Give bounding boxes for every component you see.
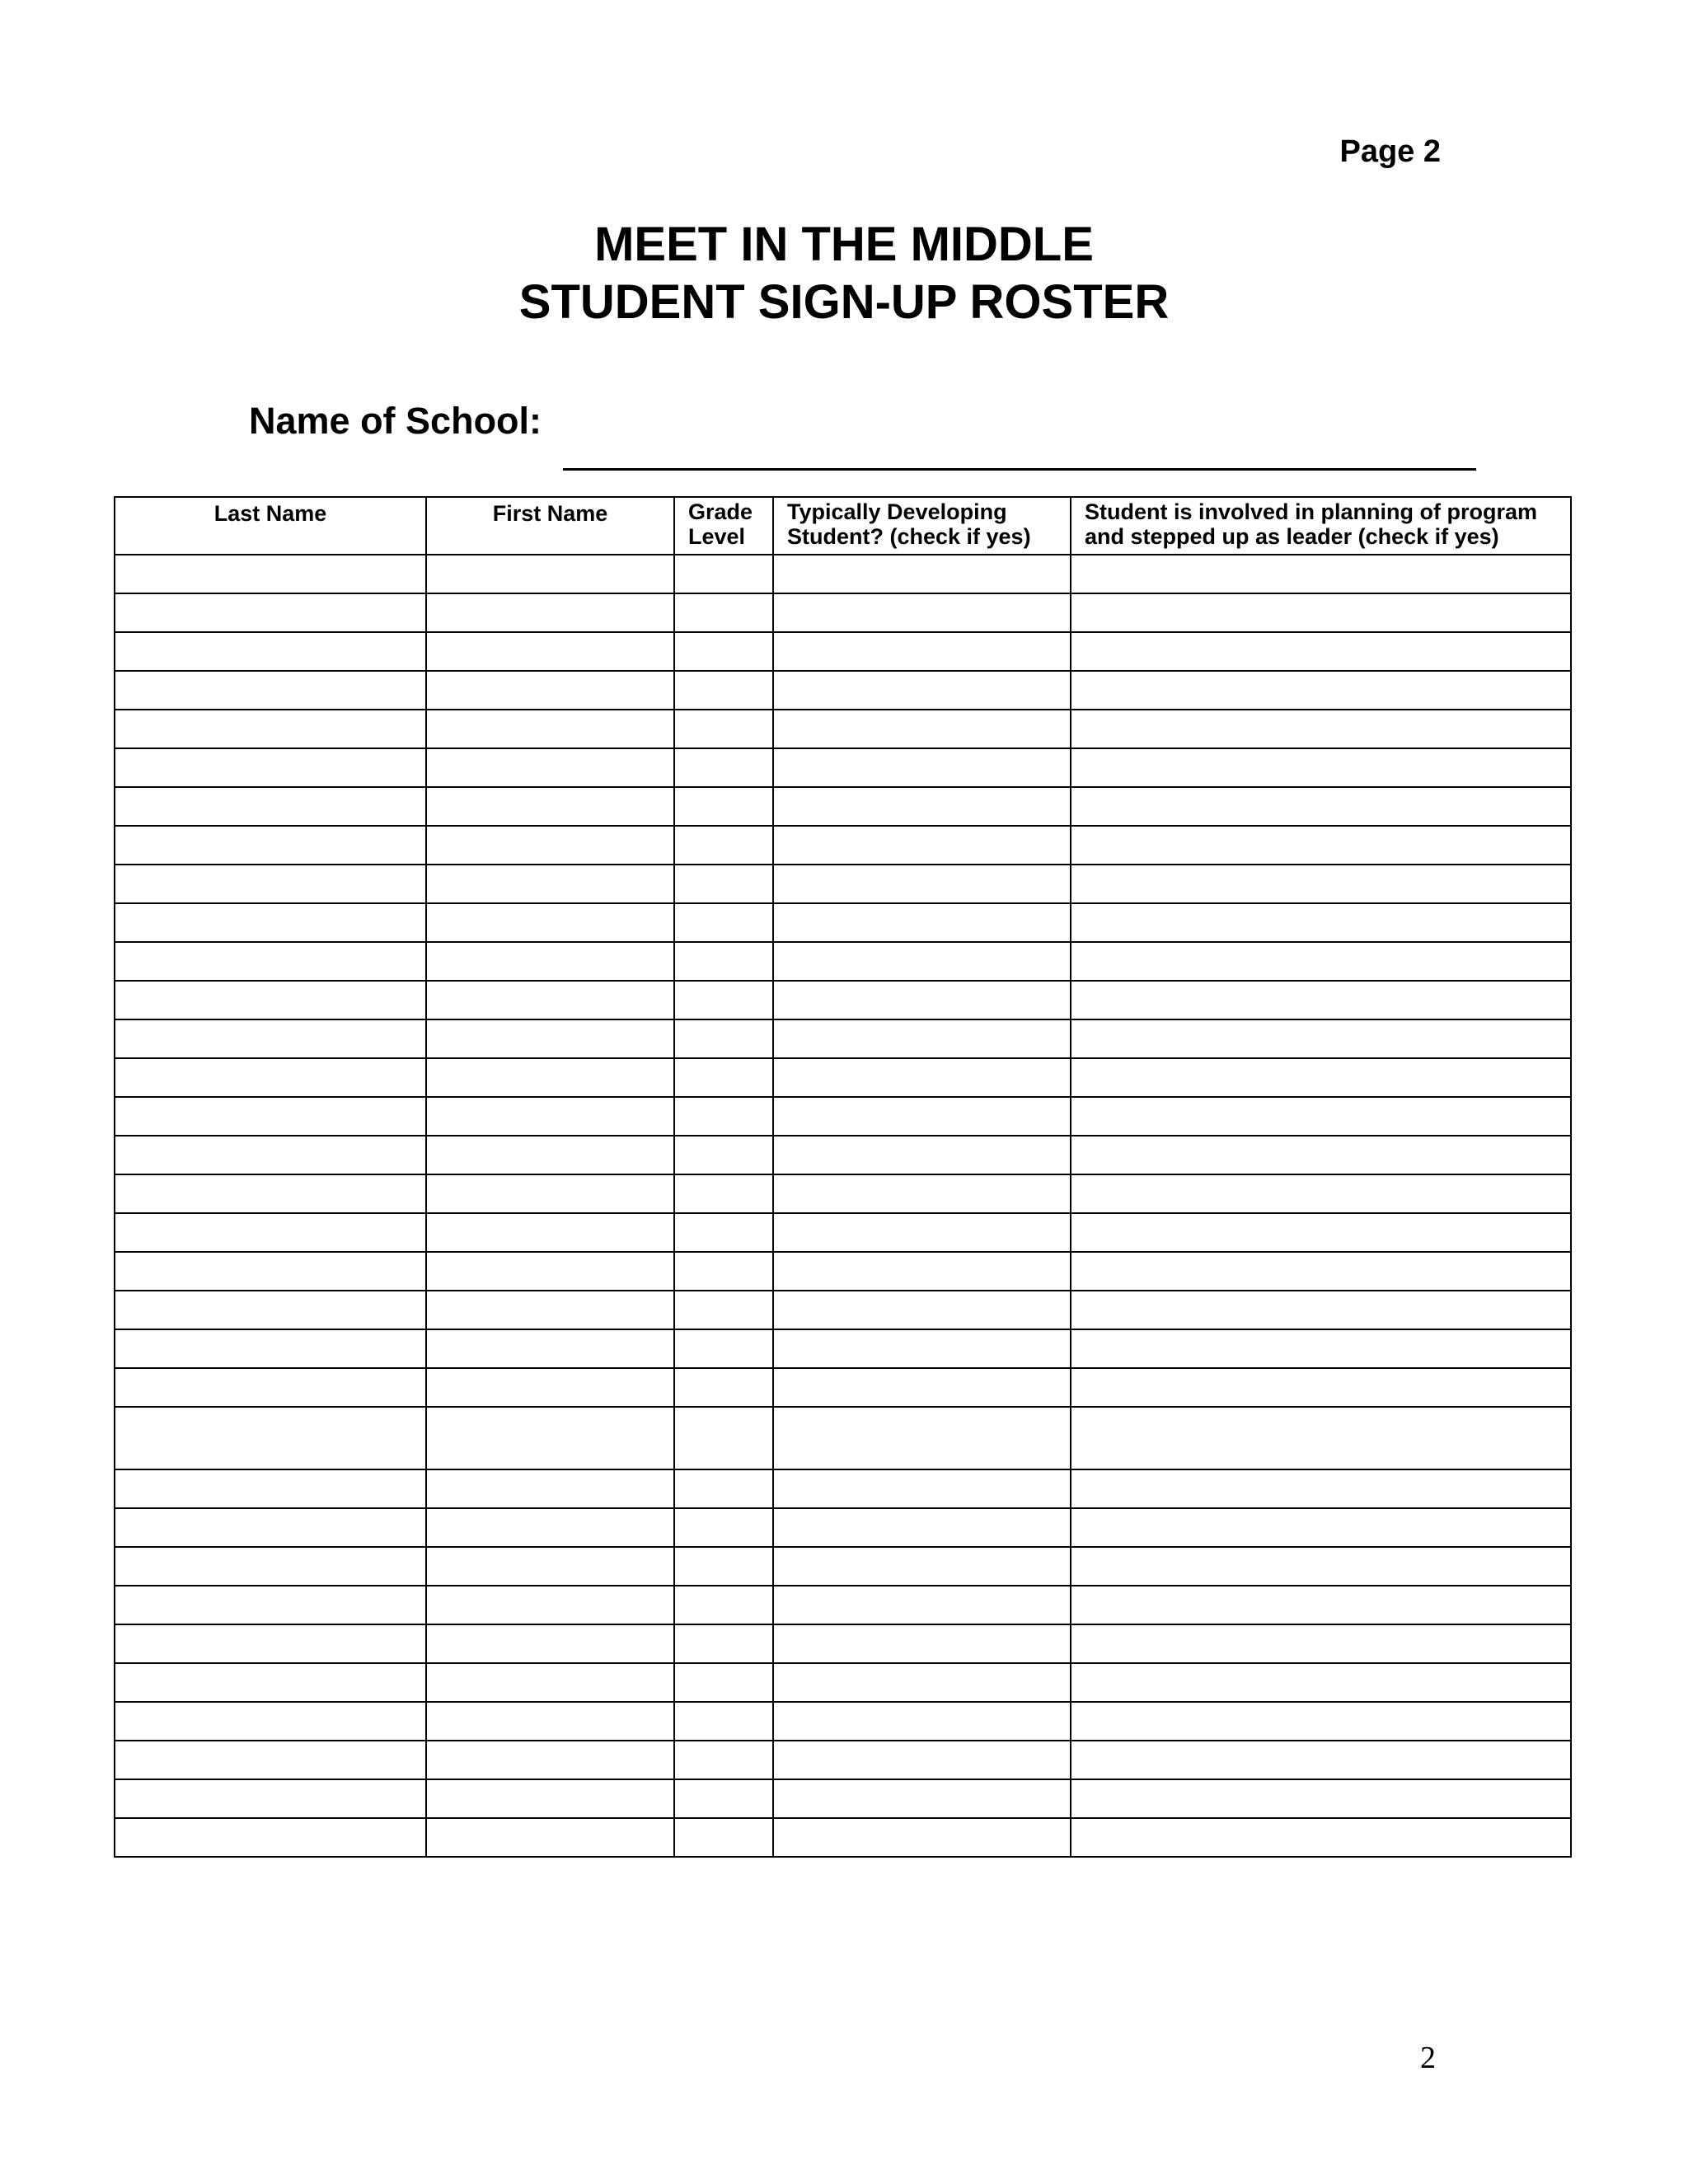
grade-level-cell[interactable] bbox=[674, 1663, 773, 1702]
table-row bbox=[115, 1818, 1571, 1857]
grade-level-cell[interactable] bbox=[674, 981, 773, 1019]
leader-cell[interactable] bbox=[1071, 787, 1571, 826]
grade-level-cell[interactable] bbox=[674, 1291, 773, 1329]
first-name-cell[interactable] bbox=[426, 1058, 674, 1097]
table-row bbox=[115, 1741, 1571, 1779]
table-row bbox=[115, 787, 1571, 826]
typically-developing-cell[interactable] bbox=[773, 710, 1071, 748]
first-name-cell[interactable] bbox=[426, 1174, 674, 1213]
first-name-cell[interactable] bbox=[426, 865, 674, 903]
leader-cell[interactable] bbox=[1071, 865, 1571, 903]
table-row bbox=[115, 1407, 1571, 1469]
first-name-cell[interactable] bbox=[426, 942, 674, 981]
typically-developing-cell[interactable] bbox=[773, 632, 1071, 671]
first-name-cell[interactable] bbox=[426, 1329, 674, 1368]
first-name-cell[interactable] bbox=[426, 787, 674, 826]
grade-level-cell[interactable] bbox=[674, 1508, 773, 1547]
leader-cell[interactable] bbox=[1071, 1469, 1571, 1508]
header-line: Last Name bbox=[213, 501, 327, 526]
title-line-2: STUDENT SIGN-UP ROSTER bbox=[518, 275, 1170, 329]
header-line: First Name bbox=[492, 501, 608, 526]
typically-developing-cell[interactable] bbox=[773, 1586, 1071, 1624]
first-name-cell[interactable] bbox=[426, 1508, 674, 1547]
typically-developing-cell[interactable] bbox=[773, 1407, 1071, 1469]
grade-level-cell[interactable] bbox=[674, 710, 773, 748]
last-name-cell[interactable] bbox=[115, 1741, 426, 1779]
typically-developing-cell[interactable] bbox=[773, 1252, 1071, 1291]
typically-developing-cell[interactable] bbox=[773, 1058, 1071, 1097]
last-name-cell[interactable] bbox=[115, 1368, 426, 1407]
last-name-cell[interactable] bbox=[115, 1547, 426, 1586]
leader-cell[interactable] bbox=[1071, 1058, 1571, 1097]
table-row bbox=[115, 903, 1571, 942]
typically-developing-cell[interactable] bbox=[773, 1469, 1071, 1508]
header-line: Typically Developing bbox=[787, 499, 1007, 524]
typically-developing-cell[interactable] bbox=[773, 1329, 1071, 1368]
typically-developing-cell[interactable] bbox=[773, 1368, 1071, 1407]
last-name-cell[interactable] bbox=[115, 903, 426, 942]
first-name-cell[interactable] bbox=[426, 555, 674, 593]
leader-cell[interactable] bbox=[1071, 593, 1571, 632]
first-name-cell[interactable] bbox=[426, 1469, 674, 1508]
table-row bbox=[115, 1097, 1571, 1136]
typically-developing-cell[interactable] bbox=[773, 555, 1071, 593]
first-name-cell[interactable] bbox=[426, 1407, 674, 1469]
grade-level-cell[interactable] bbox=[674, 1252, 773, 1291]
first-name-cell[interactable] bbox=[426, 632, 674, 671]
grade-level-cell[interactable] bbox=[674, 826, 773, 865]
grade-level-cell[interactable] bbox=[674, 1586, 773, 1624]
leader-cell[interactable] bbox=[1071, 942, 1571, 981]
typically-developing-cell[interactable] bbox=[773, 1213, 1071, 1252]
table-row bbox=[115, 942, 1571, 981]
last-name-cell[interactable] bbox=[115, 555, 426, 593]
typically-developing-cell[interactable] bbox=[773, 981, 1071, 1019]
leader-cell[interactable] bbox=[1071, 1097, 1571, 1136]
last-name-cell[interactable] bbox=[115, 632, 426, 671]
column-header-typically-developing bbox=[773, 497, 1071, 555]
last-name-cell[interactable] bbox=[115, 826, 426, 865]
roster-table bbox=[114, 496, 1572, 1858]
school-name-row bbox=[249, 400, 1476, 442]
last-name-cell[interactable] bbox=[115, 1586, 426, 1624]
leader-cell[interactable] bbox=[1071, 671, 1571, 710]
grade-level-cell[interactable] bbox=[674, 1097, 773, 1136]
last-name-cell[interactable] bbox=[115, 1213, 426, 1252]
typically-developing-cell[interactable] bbox=[773, 1097, 1071, 1136]
typically-developing-cell[interactable] bbox=[773, 1136, 1071, 1174]
first-name-cell[interactable] bbox=[426, 981, 674, 1019]
table-row bbox=[115, 1702, 1571, 1741]
first-name-cell[interactable] bbox=[426, 1097, 674, 1136]
first-name-cell[interactable] bbox=[426, 671, 674, 710]
table-row bbox=[115, 555, 1571, 593]
last-name-cell[interactable] bbox=[115, 1097, 426, 1136]
grade-level-cell[interactable] bbox=[674, 1058, 773, 1097]
leader-cell[interactable] bbox=[1071, 1213, 1571, 1252]
table-row bbox=[115, 1252, 1571, 1291]
leader-cell[interactable] bbox=[1071, 1547, 1571, 1586]
grade-level-cell[interactable] bbox=[674, 555, 773, 593]
last-name-cell[interactable] bbox=[115, 748, 426, 787]
table-row bbox=[115, 1019, 1571, 1058]
table-row bbox=[115, 865, 1571, 903]
leader-cell[interactable] bbox=[1071, 1818, 1571, 1857]
table-row bbox=[115, 593, 1571, 632]
last-name-cell[interactable] bbox=[115, 1291, 426, 1329]
table-row bbox=[115, 1291, 1571, 1329]
roster-body bbox=[115, 555, 1571, 1857]
last-name-cell[interactable] bbox=[115, 1058, 426, 1097]
table-row bbox=[115, 981, 1571, 1019]
header-line: Student is involved in planning of program bbox=[1085, 499, 1538, 524]
typically-developing-cell[interactable] bbox=[773, 903, 1071, 942]
table-row bbox=[115, 1469, 1571, 1508]
table-row bbox=[115, 710, 1571, 748]
header-line: and stepped up as leader (check if yes) bbox=[1085, 524, 1499, 549]
leader-cell[interactable] bbox=[1071, 981, 1571, 1019]
last-name-cell[interactable] bbox=[115, 865, 426, 903]
last-name-cell[interactable] bbox=[115, 981, 426, 1019]
first-name-cell[interactable] bbox=[426, 1547, 674, 1586]
last-name-cell[interactable] bbox=[115, 1252, 426, 1291]
typically-developing-cell[interactable] bbox=[773, 1702, 1071, 1741]
last-name-cell[interactable] bbox=[115, 1624, 426, 1663]
leader-cell[interactable] bbox=[1071, 1508, 1571, 1547]
page-label: Page 2 bbox=[1339, 134, 1441, 169]
leader-cell[interactable] bbox=[1071, 1702, 1571, 1741]
header-line: Student? (check if yes) bbox=[787, 524, 1031, 549]
leader-cell[interactable] bbox=[1071, 1174, 1571, 1213]
table-row bbox=[115, 748, 1571, 787]
last-name-cell[interactable] bbox=[115, 1174, 426, 1213]
typically-developing-cell[interactable] bbox=[773, 1291, 1071, 1329]
grade-level-cell[interactable] bbox=[674, 1779, 773, 1818]
grade-level-cell[interactable] bbox=[674, 787, 773, 826]
first-name-cell[interactable] bbox=[426, 1818, 674, 1857]
table-row bbox=[115, 1174, 1571, 1213]
last-name-cell[interactable] bbox=[115, 1508, 426, 1547]
last-name-cell[interactable] bbox=[115, 1469, 426, 1508]
typically-developing-cell[interactable] bbox=[773, 671, 1071, 710]
grade-level-cell[interactable] bbox=[674, 1136, 773, 1174]
leader-cell[interactable] bbox=[1071, 1779, 1571, 1818]
table-row bbox=[115, 1213, 1571, 1252]
header-line: Level bbox=[688, 524, 746, 549]
table-row bbox=[115, 1663, 1571, 1702]
header-line: Grade bbox=[688, 499, 753, 524]
leader-cell[interactable] bbox=[1071, 710, 1571, 748]
grade-level-cell[interactable] bbox=[674, 671, 773, 710]
leader-cell[interactable] bbox=[1071, 632, 1571, 671]
table-row bbox=[115, 671, 1571, 710]
first-name-cell[interactable] bbox=[426, 1779, 674, 1818]
grade-level-cell[interactable] bbox=[674, 1019, 773, 1058]
table-row bbox=[115, 1329, 1571, 1368]
typically-developing-cell[interactable] bbox=[773, 1174, 1071, 1213]
table-row bbox=[115, 1586, 1571, 1624]
leader-cell[interactable] bbox=[1071, 1252, 1571, 1291]
table-row bbox=[115, 632, 1571, 671]
page-number: 2 bbox=[1420, 2041, 1436, 2075]
typically-developing-cell[interactable] bbox=[773, 787, 1071, 826]
grade-level-cell[interactable] bbox=[674, 903, 773, 942]
page-title bbox=[0, 216, 1688, 331]
first-name-cell[interactable] bbox=[426, 1213, 674, 1252]
first-name-cell[interactable] bbox=[426, 1136, 674, 1174]
leader-cell[interactable] bbox=[1071, 1407, 1571, 1469]
table-row bbox=[115, 1368, 1571, 1407]
grade-level-cell[interactable] bbox=[674, 1741, 773, 1779]
grade-level-cell[interactable] bbox=[674, 1624, 773, 1663]
leader-cell[interactable] bbox=[1071, 1624, 1571, 1663]
title-line-1: MEET IN THE MIDDLE bbox=[594, 218, 1094, 271]
grade-level-cell[interactable] bbox=[674, 1469, 773, 1508]
leader-cell[interactable] bbox=[1071, 748, 1571, 787]
table-row bbox=[115, 1136, 1571, 1174]
table-header-row bbox=[115, 497, 1571, 555]
table-row bbox=[115, 1508, 1571, 1547]
table-row bbox=[115, 826, 1571, 865]
first-name-cell[interactable] bbox=[426, 1663, 674, 1702]
last-name-cell[interactable] bbox=[115, 1702, 426, 1741]
typically-developing-cell[interactable] bbox=[773, 826, 1071, 865]
last-name-cell[interactable] bbox=[115, 1136, 426, 1174]
first-name-cell[interactable] bbox=[426, 593, 674, 632]
typically-developing-cell[interactable] bbox=[773, 593, 1071, 632]
first-name-cell[interactable] bbox=[426, 748, 674, 787]
column-header-first-name bbox=[426, 497, 674, 555]
last-name-cell[interactable] bbox=[115, 1818, 426, 1857]
last-name-cell[interactable] bbox=[115, 1019, 426, 1058]
last-name-cell[interactable] bbox=[115, 787, 426, 826]
table-row bbox=[115, 1547, 1571, 1586]
typically-developing-cell[interactable] bbox=[773, 1547, 1071, 1586]
school-name-field[interactable] bbox=[563, 468, 1476, 471]
leader-cell[interactable] bbox=[1071, 1019, 1571, 1058]
leader-cell[interactable] bbox=[1071, 1136, 1571, 1174]
grade-level-cell[interactable] bbox=[674, 1329, 773, 1368]
last-name-cell[interactable] bbox=[115, 942, 426, 981]
grade-level-cell[interactable] bbox=[674, 593, 773, 632]
leader-cell[interactable] bbox=[1071, 1329, 1571, 1368]
grade-level-cell[interactable] bbox=[674, 632, 773, 671]
grade-level-cell[interactable] bbox=[674, 1547, 773, 1586]
grade-level-cell[interactable] bbox=[674, 1368, 773, 1407]
grade-level-cell[interactable] bbox=[674, 1818, 773, 1857]
table-row bbox=[115, 1058, 1571, 1097]
typically-developing-cell[interactable] bbox=[773, 1741, 1071, 1779]
typically-developing-cell[interactable] bbox=[773, 865, 1071, 903]
column-header-grade-level bbox=[674, 497, 773, 555]
leader-cell[interactable] bbox=[1071, 826, 1571, 865]
leader-cell[interactable] bbox=[1071, 555, 1571, 593]
typically-developing-cell[interactable] bbox=[773, 1624, 1071, 1663]
typically-developing-cell[interactable] bbox=[773, 942, 1071, 981]
first-name-cell[interactable] bbox=[426, 1019, 674, 1058]
last-name-cell[interactable] bbox=[115, 1329, 426, 1368]
last-name-cell[interactable] bbox=[115, 1663, 426, 1702]
first-name-cell[interactable] bbox=[426, 1624, 674, 1663]
first-name-cell[interactable] bbox=[426, 1368, 674, 1407]
leader-cell[interactable] bbox=[1071, 1741, 1571, 1779]
first-name-cell[interactable] bbox=[426, 1741, 674, 1779]
leader-cell[interactable] bbox=[1071, 1663, 1571, 1702]
school-name-label: Name of School: bbox=[249, 400, 542, 442]
leader-cell[interactable] bbox=[1071, 1368, 1571, 1407]
grade-level-cell[interactable] bbox=[674, 1702, 773, 1741]
grade-level-cell[interactable] bbox=[674, 748, 773, 787]
leader-cell[interactable] bbox=[1071, 1291, 1571, 1329]
grade-level-cell[interactable] bbox=[674, 1407, 773, 1469]
typically-developing-cell[interactable] bbox=[773, 1779, 1071, 1818]
table-row bbox=[115, 1779, 1571, 1818]
first-name-cell[interactable] bbox=[426, 1291, 674, 1329]
typically-developing-cell[interactable] bbox=[773, 1019, 1071, 1058]
typically-developing-cell[interactable] bbox=[773, 1818, 1071, 1857]
first-name-cell[interactable] bbox=[426, 1252, 674, 1291]
last-name-cell[interactable] bbox=[115, 1407, 426, 1469]
grade-level-cell[interactable] bbox=[674, 865, 773, 903]
last-name-cell[interactable] bbox=[115, 593, 426, 632]
first-name-cell[interactable] bbox=[426, 1586, 674, 1624]
grade-level-cell[interactable] bbox=[674, 1213, 773, 1252]
column-header-last-name bbox=[115, 497, 426, 555]
grade-level-cell[interactable] bbox=[674, 942, 773, 981]
first-name-cell[interactable] bbox=[426, 1702, 674, 1741]
leader-cell[interactable] bbox=[1071, 903, 1571, 942]
table-row bbox=[115, 1624, 1571, 1663]
last-name-cell[interactable] bbox=[115, 710, 426, 748]
first-name-cell[interactable] bbox=[426, 710, 674, 748]
last-name-cell[interactable] bbox=[115, 1779, 426, 1818]
typically-developing-cell[interactable] bbox=[773, 1508, 1071, 1547]
last-name-cell[interactable] bbox=[115, 671, 426, 710]
grade-level-cell[interactable] bbox=[674, 1174, 773, 1213]
first-name-cell[interactable] bbox=[426, 826, 674, 865]
column-header-leader bbox=[1071, 497, 1571, 555]
typically-developing-cell[interactable] bbox=[773, 1663, 1071, 1702]
first-name-cell[interactable] bbox=[426, 903, 674, 942]
leader-cell[interactable] bbox=[1071, 1586, 1571, 1624]
typically-developing-cell[interactable] bbox=[773, 748, 1071, 787]
